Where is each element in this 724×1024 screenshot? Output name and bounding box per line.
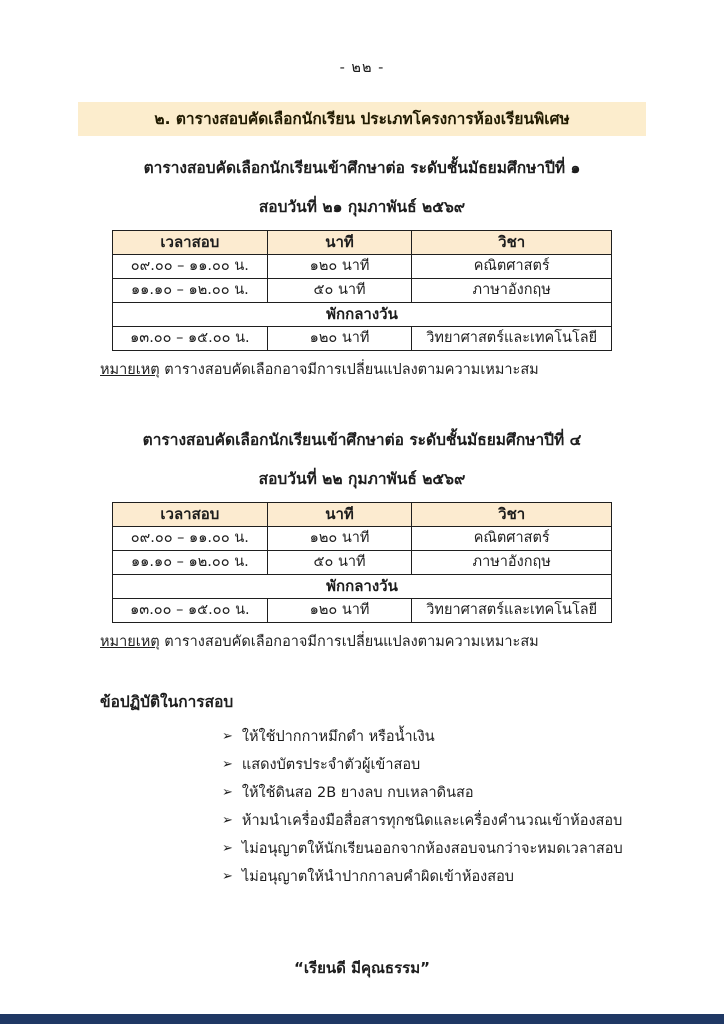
table-row	[113, 255, 612, 279]
exam-table-m1	[112, 230, 612, 351]
minutes-cell: ๑๒๐ นาที	[267, 599, 412, 623]
section-heading-text: ๒. ตารางสอบคัดเลือกนักเรียน ประเภทโครงการห้องเรียนพิเศษ	[154, 110, 570, 128]
col-header-subject: วิชา	[412, 231, 612, 255]
rule-text: ให้ใช้ดินสอ 2B ยางลบ กบเหลาดินสอ	[241, 785, 474, 801]
exam-block-m1	[0, 155, 724, 381]
time-cell: ๐๙.๐๐ – ๑๑.๐๐ น.	[113, 255, 268, 279]
list-item	[222, 813, 724, 830]
subject-cell: ภาษาอังกฤษ	[412, 551, 612, 575]
subject-cell: วิทยาศาสตร์และเทคโนโลยี	[412, 599, 612, 623]
list-item	[222, 757, 724, 774]
arrow-bullet-icon: ➢	[222, 813, 233, 828]
subject-cell: วิทยาศาสตร์และเทคโนโลยี	[412, 327, 612, 351]
arrow-bullet-icon: ➢	[222, 869, 233, 884]
minutes-cell: ๑๒๐ นาที	[267, 527, 412, 551]
time-cell: ๑๓.๐๐ – ๑๕.๐๐ น.	[113, 599, 268, 623]
subject-cell: คณิตศาสตร์	[412, 527, 612, 551]
note-line-m1	[100, 358, 624, 381]
header-row	[113, 503, 612, 527]
rule-text: ให้ใช้ปากกาหมึกดำ หรือน้ำเงิน	[241, 729, 435, 745]
arrow-bullet-icon: ➢	[222, 841, 233, 856]
col-header-minutes: นาที	[267, 231, 412, 255]
rules-list	[0, 729, 724, 886]
exam-table-m4	[112, 502, 612, 623]
list-item	[222, 869, 724, 886]
lunch-break-cell: พักกลางวัน	[113, 575, 612, 599]
time-cell: ๑๑.๑๐ – ๑๒.๐๐ น.	[113, 551, 268, 575]
list-item	[222, 785, 724, 802]
table-row	[113, 279, 612, 303]
minutes-cell: ๑๒๐ นาที	[267, 327, 412, 351]
arrow-bullet-icon: ➢	[222, 729, 233, 744]
table-row	[113, 527, 612, 551]
table-m1-date: สอบวันที่ ๒๑ กุมภาพันธ์ ๒๕๖๙	[258, 198, 466, 216]
table-row	[113, 327, 612, 351]
note-label: หมายเหตุ	[100, 362, 160, 378]
table-m4-date: สอบวันที่ ๒๒ กุมภาพันธ์ ๒๕๖๙	[258, 470, 466, 488]
col-header-minutes: นาที	[267, 503, 412, 527]
note-line-m4	[100, 630, 624, 653]
minutes-cell: ๕๐ นาที	[267, 279, 412, 303]
arrow-bullet-icon: ➢	[222, 785, 233, 800]
rule-text: ไม่อนุญาตให้นำปากกาลบคำผิดเข้าห้องสอบ	[241, 869, 514, 885]
table-m1-title: ตารางสอบคัดเลือกนักเรียนเข้าศึกษาต่อ ระดับชั้นมัธยมศึกษาปีที่ ๑	[143, 159, 581, 177]
note-text: ตารางสอบคัดเลือกอาจมีการเปลี่ยนแปลงตามความเหมาะสม	[159, 362, 539, 378]
time-cell: ๑๑.๑๐ – ๑๒.๐๐ น.	[113, 279, 268, 303]
list-item	[222, 729, 724, 746]
table-row	[113, 551, 612, 575]
subject-cell: คณิตศาสตร์	[412, 255, 612, 279]
page-number: - ๒๒ -	[339, 60, 385, 76]
note-text: ตารางสอบคัดเลือกอาจมีการเปลี่ยนแปลงตามความเหมาะสม	[159, 634, 539, 650]
footer-quote: “เรียนดี มีคุณธรรม”	[294, 959, 430, 977]
col-header-subject: วิชา	[412, 503, 612, 527]
col-header-time: เวลาสอบ	[113, 231, 268, 255]
header-row	[113, 231, 612, 255]
table-m4-title: ตารางสอบคัดเลือกนักเรียนเข้าศึกษาต่อ ระดับชั้นมัธยมศึกษาปีที่ ๔	[142, 431, 582, 449]
arrow-bullet-icon: ➢	[222, 757, 233, 772]
note-label: หมายเหตุ	[100, 634, 160, 650]
footer-bar	[0, 1014, 724, 1024]
rule-text: ห้ามนำเครื่องมือสื่อสารทุกชนิดและเครื่องคำนวณเข้าห้องสอบ	[241, 813, 623, 829]
rule-text: ไม่อนุญาตให้นักเรียนออกจากห้องสอบจนกว่าจะหมดเวลาสอบ	[241, 841, 623, 857]
exam-block-m4	[0, 427, 724, 653]
subject-cell: ภาษาอังกฤษ	[412, 279, 612, 303]
list-item	[222, 841, 724, 858]
rules-heading: ข้อปฏิบัติในการสอบ	[100, 693, 234, 711]
lunch-break-row	[113, 303, 612, 327]
col-header-time: เวลาสอบ	[113, 503, 268, 527]
lunch-break-row	[113, 575, 612, 599]
table-row	[113, 599, 612, 623]
time-cell: ๐๙.๐๐ – ๑๑.๐๐ น.	[113, 527, 268, 551]
time-cell: ๑๓.๐๐ – ๑๕.๐๐ น.	[113, 327, 268, 351]
lunch-break-cell: พักกลางวัน	[113, 303, 612, 327]
section-heading-band	[78, 102, 646, 136]
minutes-cell: ๑๒๐ นาที	[267, 255, 412, 279]
minutes-cell: ๕๐ นาที	[267, 551, 412, 575]
rule-text: แสดงบัตรประจำตัวผู้เข้าสอบ	[241, 757, 421, 773]
